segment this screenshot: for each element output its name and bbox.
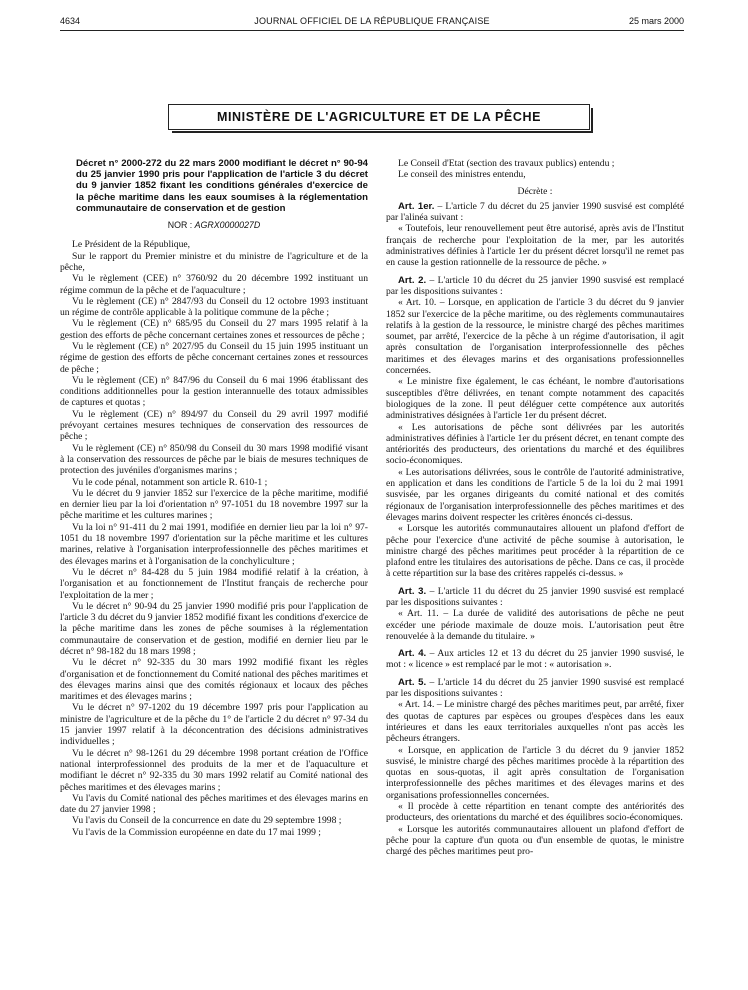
article-quote: « Art. 11. – La durée de validité des autorisations de pêche ne peut excéder une période maximale de douze mois. L'autorisation peut être renouvelée à la demande du titulaire. » — [386, 608, 684, 642]
visa-paragraph: Le Président de la République, — [72, 239, 191, 251]
article-text: – L'article 7 du décret du 25 janvier 1990 susvisé est complété par l'alinéa suivant : — [386, 200, 684, 224]
article-quote: « Le ministre fixe également, le cas échéant, le nombre d'autorisations susceptibles d'être délivrées, en tenant compte notamment des capacités biologiques de la zone. Il peut déléguer cette compétence aux autorités administratives désignées à l'article 1er du présent décret. — [386, 376, 684, 422]
nor-reference — [60, 220, 368, 231]
article-paragraph — [386, 201, 684, 224]
article-text: – L'article 11 du décret du 25 janvier 1990 susvisé est remplacé par les dispositions suivantes : — [386, 585, 684, 608]
article-paragraph — [386, 586, 684, 609]
article-label: Art. 3. — [398, 585, 427, 597]
header-rule — [60, 30, 684, 31]
visa-paragraph: Vu le décret n° 97-1202 du 19 décembre 1997 pris pour l'application au ministre de l'agriculture et de la pêche du 1° de l'article 2 du décret n° 97-34 du 15 janvier 1997 relatif à la déconcentration des décisions administratives individuelles ; — [60, 702, 368, 748]
visa-paragraph: Vu le décret du 9 janvier 1852 sur l'exercice de la pêche maritime, modifié en dernier lieu par la loi d'orientation n° 97-1051 du 18 novembre 1997 sur la pêche maritime et les cultures marines ; — [60, 487, 368, 522]
visa-paragraph: Vu le règlement (CEE) n° 3760/92 du 20 décembre 1992 instituant un régime commun de la pêche et de l'aquaculture ; — [60, 273, 368, 296]
visa-paragraph: Vu le code pénal, notamment son article R. 610-1 ; — [72, 476, 268, 488]
article-label: Art. 1er. — [398, 200, 435, 212]
visa-paragraph: Vu l'avis du Comité national des pêches maritimes et des élevages marins en date du 27 janvier 1998 ; — [60, 792, 368, 816]
intro-paragraph: Le Conseil d'Etat (section des travaux publics) entendu ; — [398, 158, 615, 169]
article-quote: « Lorsque, en application de l'article 3 du décret du 9 janvier 1852 susvisé, le ministre chargé des pêches maritimes procède à la répartition des quotas en sous-quotas, il agit après consultation de l'organisation interprofessionnelle des pêches maritimes et des élevages marins et des organisations professionnelles concernées. — [386, 744, 684, 801]
article-quote: « Lorsque les autorités communautaires allouent un plafond d'effort de pêche pour la capture d'un quota ou d'un ensemble de quotas, le ministre chargé des pêches maritimes peut pro- — [386, 823, 684, 858]
article-paragraph — [386, 275, 684, 298]
journal-title: JOURNAL OFFICIEL DE LA RÉPUBLIQUE FRANÇAISE — [254, 16, 490, 26]
visa-list — [60, 239, 368, 838]
publication-date: 25 mars 2000 — [628, 16, 684, 26]
article-quote: « Les autorisations de pêche sont délivrées par les autorités administratives définies à l'article 1er du présent décret, en tenant compte des antériorités des producteurs, des orientations du marché et des équilibres socio-économiques. — [386, 421, 684, 467]
left-column — [60, 158, 368, 838]
visa-paragraph: Vu l'avis du Conseil de la concurrence en date du 29 septembre 1998 ; — [72, 815, 342, 827]
visa-paragraph: Vu le règlement (CE) n° 847/96 du Conseil du 6 mai 1996 établissant des conditions additionnelles pour la gestion interannuelle des totaux admissibles de captures et quotas ; — [60, 374, 368, 409]
article-text: – Aux articles 12 et 13 du décret du 25 janvier 1990 susvisé, le mot : « licence » est remplacé par le mot : « autorisation ». — [386, 648, 684, 671]
visa-paragraph: Vu le décret n° 92-335 du 30 mars 1992 modifié fixant les règles d'organisation et de fonctionnement du Comité national des pêches maritimes et des élevages marins ainsi que des comités régionaux et locaux des pêches maritimes et des élevages marins ; — [60, 657, 368, 703]
visa-paragraph: Vu l'avis de la Commission européenne en date du 17 mai 1999 ; — [72, 826, 321, 838]
visa-paragraph: Vu le règlement (CE) n° 850/98 du Conseil du 30 mars 1998 modifié visant à la conservation des ressources de pêche par le biais de mesures techniques de protection des juvéniles d'organismes marins ; — [60, 442, 368, 477]
visa-paragraph: Vu le règlement (CE) n° 894/97 du Conseil du 29 avril 1997 modifié prévoyant certaines mesures techniques de conservation des ressources de pêche ; — [60, 408, 368, 443]
article-text: – L'article 10 du décret du 25 janvier 1990 susvisé est remplacé par les dispositions suivantes : — [386, 274, 684, 297]
right-column — [386, 158, 684, 858]
nor-label: NOR : — [167, 220, 193, 231]
ministry-title: MINISTÈRE DE L'AGRICULTURE ET DE LA PÊCHE — [216, 110, 542, 124]
article-paragraph — [386, 648, 684, 671]
intro-paragraph: Le conseil des ministres entendu, — [398, 169, 526, 181]
article-quote: « Les autorisations délivrées, sous le contrôle de l'autorité administrative, en application et dans les conditions de l'article 5 de la loi du 2 mai 1991 susvisée, par les organes dirigeants du comité national et des comités régionaux de l'organisation interprofessionnelle des pêches maritimes et des élevages marins doivent respecter les critères énoncés ci-dessus. — [386, 466, 684, 523]
visa-paragraph: Vu le décret n° 98-1261 du 29 décembre 1998 portant création de l'Office national interprofessionnel des produits de la mer et de l'aquaculture et modifiant le décret n° 92-335 du 30 mars 1992 relatif au Comité national des pêches maritimes et des élevages marins ; — [60, 747, 368, 793]
article-label: Art. 5. — [398, 676, 427, 688]
article-quote: « Art. 10. – Lorsque, en application de l'article 3 du décret du 9 janvier 1852 sur l'exercice de la pêche maritime, ou des règlements communautaires relatifs à la gestion de la ressource, le ministre chargé des pêches maritimes soumet, par arrêté, l'exercice de la pêche à un régime d'autorisation, il agit après consultation de l'organisation interprofessionnelle des pêches maritimes et des élevages marins et des organisations professionnelles concernées. — [386, 297, 684, 377]
visa-paragraph: Vu le décret n° 84-428 du 5 juin 1984 modifié relatif à la création, à l'organisation et au fonctionnement de l'Institut français de recherche pour l'exploitation de la mer ; — [60, 566, 368, 601]
page-header — [60, 16, 684, 30]
article-quote: « Lorsque les autorités communautaires allouent un plafond d'effort de pêche pour l'exercice d'une activité de pêche soumise à autorisation, le ministre chargé des pêches maritimes peut procéder à la répartition de ce plafond entre les titulaires des autorisations de pêche. Dans ce cas, il procède à cette répartition sur la base des critères rappelés ci-dessus. » — [386, 523, 684, 580]
article-quote: « Il procède à cette répartition en tenant compte des antériorités des producteurs, des orientations du marché et des équilibres socio-économiques. — [386, 801, 684, 824]
decree-title: Décret n° 2000-272 du 22 mars 2000 modifiant le décret n° 90-94 du 25 janvier 1990 pris pour l'application de l'article 3 du décret du 9 janvier 1852 fixant les conditions générales d'exercice de la pêche maritime dans les eaux soumises à la réglementation communautaire de conservation et de gestion — [76, 158, 368, 214]
intro-list — [386, 158, 684, 181]
articles-list — [386, 201, 684, 858]
article-text: – L'article 14 du décret du 25 janvier 1990 susvisé est remplacé par les dispositions suivantes : — [386, 676, 684, 700]
decrete-heading: Décrète : — [517, 185, 553, 197]
visa-paragraph: Vu le règlement (CE) n° 2027/95 du Conseil du 15 juin 1995 instituant un régime de gestion des efforts de pêche concernant certaines zones et ressources de pêche ; — [60, 340, 368, 375]
article-quote: « Toutefois, leur renouvellement peut être autorisé, après avis de l'Institut français de recherche pour l'exploitation de la mer, par les autorités administratives définies à l'article 1er du présent décret lorsqu'il ne remet pas en cause la gestion rationnelle de la ressource de pêche. » — [386, 223, 684, 269]
article-quote: « Art. 14. – Le ministre chargé des pêches maritimes peut, par arrêté, fixer des quotas de captures par espèces ou groupes d'espèces dans les eaux intérieures et dans les eaux territoriales auxquelles n'ont pas accès les pêcheurs étrangers. — [386, 699, 684, 745]
article-paragraph — [386, 677, 684, 700]
visa-paragraph: Vu la loi n° 91-411 du 2 mai 1991, modifiée en dernier lieu par la loi n° 97-1051 du 18 novembre 1997 d'orientation sur la pêche maritime et les cultures marines, relative à l'organisation interprofessionnelle des pêches maritimes et des élevages marins et à l'organisation de la conchyliculture ; — [60, 521, 368, 567]
page-number: 4634 — [60, 16, 81, 26]
visa-paragraph: Vu le règlement (CE) n° 685/95 du Conseil du 27 mars 1995 relatif à la gestion des efforts de pêche concernant certaines zones et ressources de pêche ; — [60, 318, 368, 341]
visa-paragraph: Sur le rapport du Premier ministre et du ministre de l'agriculture et de la pêche, — [60, 250, 368, 273]
visa-paragraph: Vu le règlement (CE) n° 2847/93 du Conseil du 12 octobre 1993 instituant un régime de contrôle applicable à la politique commune de la pêche ; — [60, 295, 368, 319]
ministry-box — [168, 104, 590, 130]
article-label: Art. 2. — [398, 274, 427, 286]
nor-value: AGRX0000027D — [194, 220, 261, 231]
visa-paragraph: Vu le décret n° 90-94 du 25 janvier 1990 modifié pris pour l'application de l'article 3 du décret du 9 janvier 1852 modifié fixant les conditions d'exercice de la pêche maritime dans les zones de pêche soumises à la réglementation communautaire de conservation et de gestion, modifié en dernier lieu par le décret n° 98-182 du 18 mars 1998 ; — [60, 600, 368, 657]
article-label: Art. 4. — [398, 648, 427, 660]
